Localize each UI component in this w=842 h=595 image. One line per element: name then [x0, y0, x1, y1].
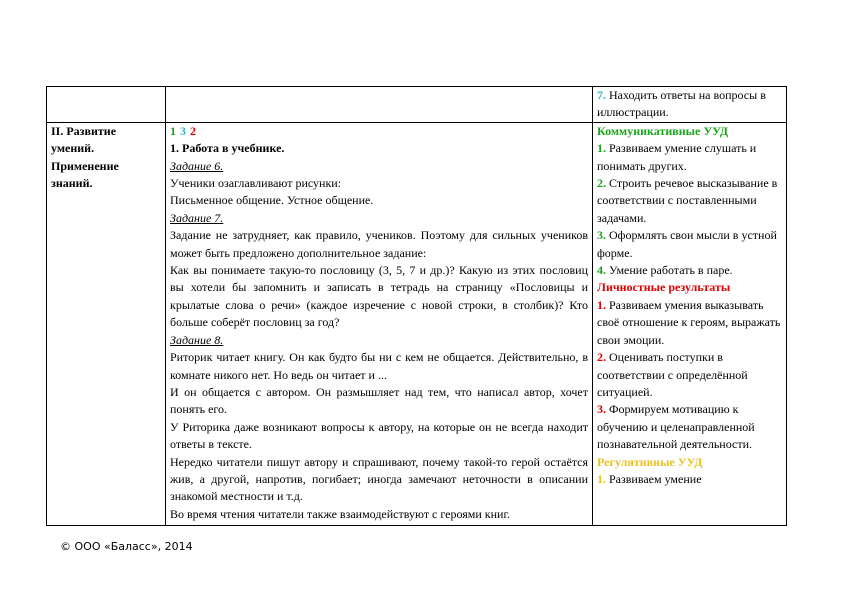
work-numbers: [170, 123, 588, 140]
communicative-item: 1. Развиваем умение слушать и понимать других.: [597, 141, 757, 173]
work-heading: 1. Работа в учебнике.: [170, 141, 285, 156]
communicative-title: Коммуникативные УУД: [597, 123, 729, 138]
task6-line: Письменное общение. Устное общение.: [170, 193, 374, 208]
task8-para: У Риторика даже возникают вопросы к автору, на которые он не всегда находит ответы в тексте.: [170, 419, 588, 452]
task6-title: Задание 6.: [170, 158, 224, 173]
task8-para: Нередко читатели пишут автору и спрашивают, почему такой-то герой остаётся жив, а другой, напротив, погибает; иногда замечают неточности в описании знакомой местности и т.д.: [170, 454, 588, 504]
work-cell: [166, 122, 593, 525]
lesson-table: [46, 86, 787, 526]
task8-para: И он общается с автором. Он размышляет над тем, что написал автор, хочет понять его.: [170, 384, 588, 417]
task6-line: Ученики озаглавливают рисунки:: [170, 176, 342, 191]
personal-item: 2. Оценивать поступки в соответствии с определённой ситуацией.: [597, 350, 748, 399]
task7-para: Задание не затрудняет, как правило, учеников. Поэтому для сильных учеников может быть предложено дополнительное задание:: [170, 228, 588, 260]
table-row: [47, 122, 787, 525]
work-cell-empty: [166, 87, 593, 123]
task8-para: Во время чтения читатели также взаимодействуют с героями книг.: [170, 506, 511, 521]
personal-title: Личностные результаты: [597, 280, 731, 295]
stage-roman: II.: [51, 123, 64, 138]
table-row: [47, 87, 787, 123]
uud-cell: [593, 122, 787, 525]
task8-para: Риторик читает книгу. Он как будто бы ни с кем не общается. Действительно, в комнате никого нет. Но ведь он читает и ...: [170, 350, 588, 382]
regulative-title: Регулятивные УУД: [597, 454, 703, 469]
work-number-1: 1: [170, 123, 176, 138]
personal-item: 1. Развиваем умения выказывать своё отношение к героям, выражать свои эмоции.: [597, 297, 781, 347]
stage-cell-empty: [47, 87, 166, 123]
task7-para: Как вы понимаете такую-то пословицу (3, 5, 7 и др.)? Какую из этих пословиц вы хотели бы запомнить и записать в тетрадь на страницу «Пословицы и крылатые слова о речи» (каждое изречение с новой строки, в столбик)? Кто больше соберёт пословиц за год?: [170, 263, 588, 330]
personal-item: 3. Формируем мотивацию к обучению и целенаправленной познавательной деятельности.: [597, 402, 755, 452]
communicative-item: 2. Строить речевое высказывание в соответствии с поставленными задачами.: [597, 176, 778, 225]
regulative-item: 1. Развиваем умение: [597, 471, 702, 486]
task7-title: Задание 7.: [170, 210, 224, 225]
communicative-item: 3. Оформлять свои мысли в устной форме.: [597, 228, 777, 260]
task8-title: Задание 8.: [170, 332, 224, 347]
stage-cell: [47, 122, 166, 525]
item-number: 7.: [597, 88, 606, 102]
copyright-footer: © ООО «Баласс», 2014: [60, 540, 193, 553]
communicative-item: 4. Умение работать в паре.: [597, 263, 733, 278]
item-text: Находить ответы на вопросы в иллюстрации.: [597, 88, 766, 120]
work-number-2: 3: [180, 123, 186, 138]
stage-title: Развитие умений. Применение знаний.: [51, 123, 119, 191]
work-number-3: 2: [190, 123, 196, 138]
uud-cell-top: [593, 87, 787, 123]
